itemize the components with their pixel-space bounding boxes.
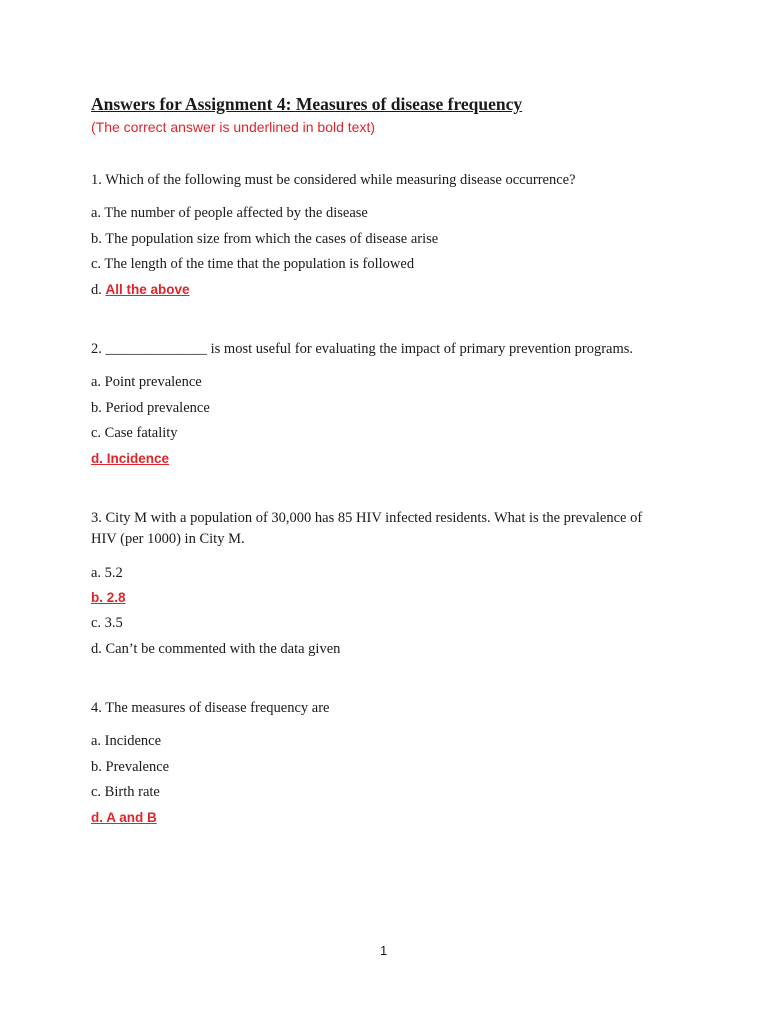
question-1-answer-prefix: d. [91,282,106,298]
question-3-answer-line [91,590,126,607]
question-2-option-b: b. Period prevalence [91,400,210,416]
document-title: Answers for Assignment 4: Measures of disease frequency [91,94,523,114]
question-1-option-a: a. The number of people affected by the disease [91,205,368,221]
page-number: 1 [380,943,388,958]
question-2: 2. ______________ is most useful for evaluating the impact of primary prevention programs. [91,341,634,357]
question-2-answer-line [91,451,169,468]
question-1-option-b: b. The population size from which the cases of disease arise [91,231,439,247]
question-4-answer-line [91,810,157,827]
question-3-line-2: HIV (per 1000) in City M. [91,531,245,547]
question-3-option-d: d. Can’t be commented with the data given [91,641,341,657]
question-1-answer-line [91,282,190,299]
question-2-correct-answer: d. Incidence [91,451,170,466]
question-2-option-a: a. Point prevalence [91,374,202,390]
question-2-option-c: c. Case fatality [91,425,178,441]
question-4: 4. The measures of disease frequency are [91,700,330,716]
document-subtitle: (The correct answer is underlined in bold text) [91,119,376,135]
question-4-option-c: c. Birth rate [91,784,160,800]
question-3-line-1: 3. City M with a population of 30,000 has 85 HIV infected residents. What is the prevalence of [91,510,643,526]
question-3-option-a: a. 5.2 [91,565,123,581]
question-1-correct-answer: All the above [105,282,190,297]
question-4-correct-answer: d. A and B [91,810,157,825]
question-4-option-a: a. Incidence [91,733,162,749]
question-1-option-c: c. The length of the time that the population is followed [91,256,415,272]
question-3-option-c: c. 3.5 [91,615,123,631]
question-1: 1. Which of the following must be considered while measuring disease occurrence? [91,172,576,188]
question-4-option-b: b. Prevalence [91,759,170,775]
question-3-correct-answer: b. 2.8 [91,590,126,605]
